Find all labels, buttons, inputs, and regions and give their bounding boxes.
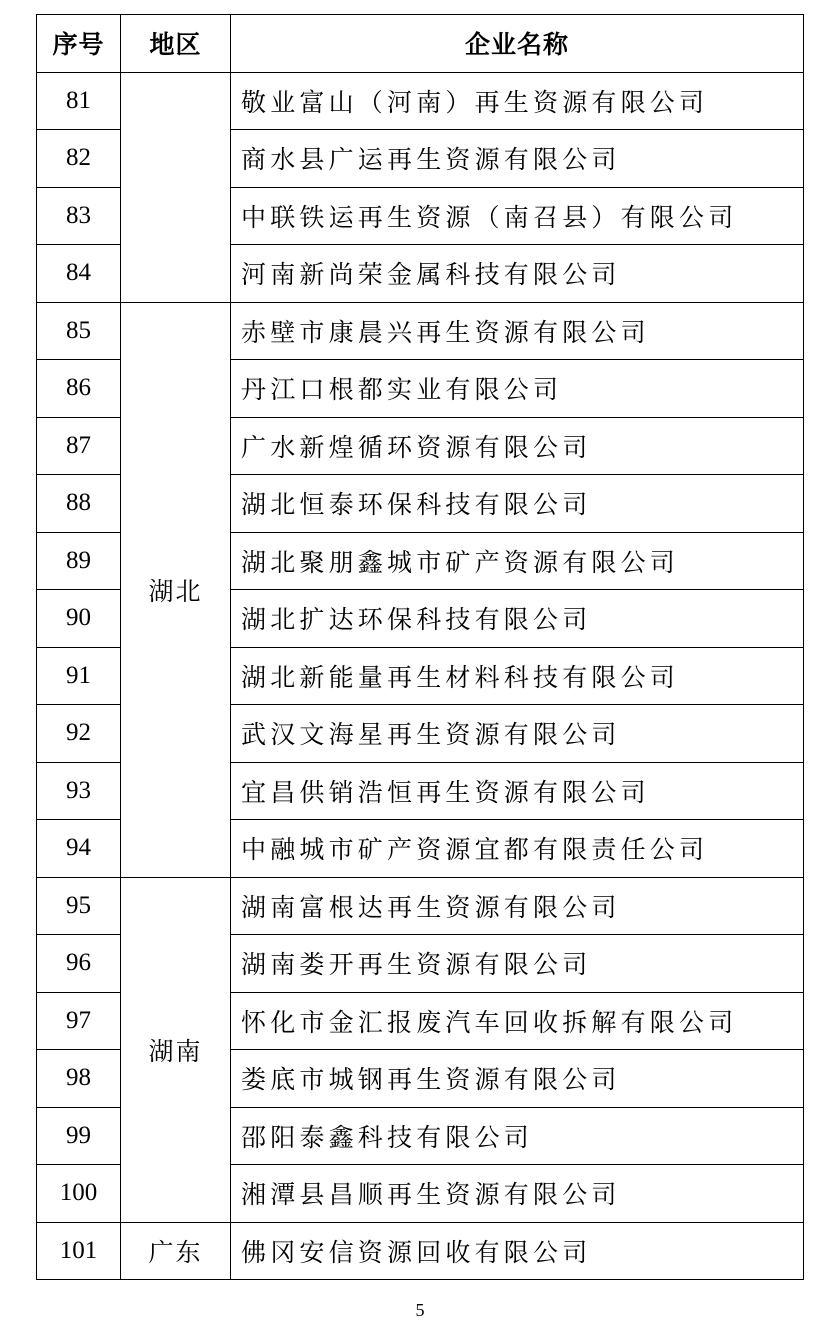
row-index: 97 [37,992,121,1050]
company-name: 宜昌供销浩恒再生资源有限公司 [231,762,804,820]
company-name: 武汉文海星再生资源有限公司 [231,705,804,763]
company-name: 商水县广运再生资源有限公司 [231,130,804,188]
company-name: 湖北扩达环保科技有限公司 [231,590,804,648]
company-name: 湖北恒泰环保科技有限公司 [231,475,804,533]
company-name: 娄底市城钢再生资源有限公司 [231,1050,804,1108]
company-name: 中融城市矿产资源宜都有限责任公司 [231,820,804,878]
company-name: 湖北聚朋鑫城市矿产资源有限公司 [231,532,804,590]
company-name: 广水新煌循环资源有限公司 [231,417,804,475]
row-index: 89 [37,532,121,590]
header-company: 企业名称 [231,15,804,73]
row-index: 90 [37,590,121,648]
enterprise-list-table [36,14,804,1280]
row-index: 87 [37,417,121,475]
row-index: 94 [37,820,121,878]
row-index: 86 [37,360,121,418]
table-row [37,877,804,935]
table-body [37,72,804,1280]
header-index: 序号 [37,15,121,73]
row-index: 84 [37,245,121,303]
company-name: 湖南富根达再生资源有限公司 [231,877,804,935]
header-region: 地区 [121,15,231,73]
company-name: 河南新尚荣金属科技有限公司 [231,245,804,303]
row-index: 82 [37,130,121,188]
company-name: 邵阳泰鑫科技有限公司 [231,1107,804,1165]
region-cell: 湖南 [121,877,231,1222]
company-name: 中联铁运再生资源（南召县）有限公司 [231,187,804,245]
table-row [37,72,804,130]
company-name: 丹江口根都实业有限公司 [231,360,804,418]
company-name: 赤壁市康晨兴再生资源有限公司 [231,302,804,360]
company-name: 佛冈安信资源回收有限公司 [231,1222,804,1280]
table-row [37,302,804,360]
row-index: 93 [37,762,121,820]
table-row [37,1222,804,1280]
region-cell: 广东 [121,1222,231,1280]
page-number: 5 [415,1300,425,1320]
row-index: 83 [37,187,121,245]
row-index: 98 [37,1050,121,1108]
table-header-row [37,15,804,73]
row-index: 101 [37,1222,121,1280]
region-cell: 湖北 [121,302,231,877]
row-index: 96 [37,935,121,993]
row-index: 92 [37,705,121,763]
company-name: 敬业富山（河南）再生资源有限公司 [231,72,804,130]
row-index: 99 [37,1107,121,1165]
region-cell [121,72,231,302]
company-name: 怀化市金汇报废汽车回收拆解有限公司 [231,992,804,1050]
row-index: 100 [37,1165,121,1223]
row-index: 95 [37,877,121,935]
row-index: 81 [37,72,121,130]
row-index: 91 [37,647,121,705]
row-index: 85 [37,302,121,360]
company-name: 湘潭县昌顺再生资源有限公司 [231,1165,804,1223]
company-name: 湖北新能量再生材料科技有限公司 [231,647,804,705]
company-name: 湖南娄开再生资源有限公司 [231,935,804,993]
row-index: 88 [37,475,121,533]
